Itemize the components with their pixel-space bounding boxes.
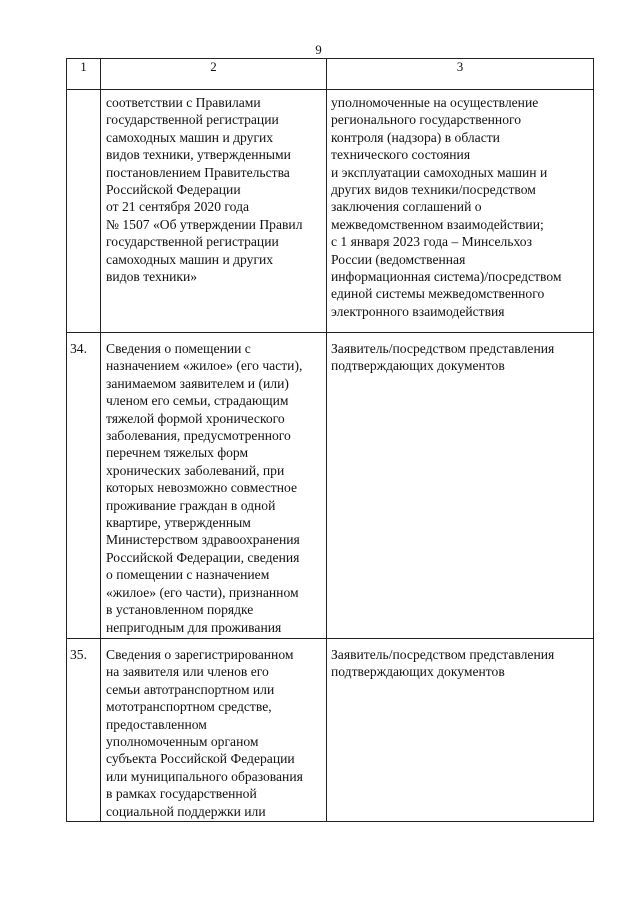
source-text: [327, 639, 593, 681]
text-line: информационная система)/посредством: [331, 269, 562, 285]
text-line: заболевания, предусмотренного: [106, 428, 291, 444]
table-row: [67, 639, 594, 822]
text-line: Сведения о помещении с: [106, 341, 251, 356]
text-line: проживание граждан в одной: [106, 497, 276, 513]
source-text: [327, 90, 593, 320]
text-line: хронических заболеваний, при: [106, 462, 285, 478]
row-number: 35.: [70, 647, 87, 662]
text-line: других видов техники/посредством: [331, 182, 536, 198]
row-number-cell: [67, 639, 101, 822]
document-table: [66, 58, 594, 822]
information-text: [101, 90, 326, 285]
source-text: [327, 333, 593, 375]
row-number-cell: [67, 90, 101, 333]
text-line: непригодным для проживания: [106, 619, 282, 635]
text-line: которых невозможно совместное: [106, 480, 297, 496]
table-header-row: [67, 59, 594, 90]
information-cell: [101, 639, 327, 822]
text-line: социальной поддержки или: [106, 803, 266, 819]
text-line: Заявитель/посредством представления: [331, 341, 555, 356]
text-line: самоходных машин и других: [106, 251, 274, 267]
text-line: мототранспортном средстве,: [106, 699, 272, 715]
text-line: технического состояния: [331, 147, 471, 163]
text-line: заключения соглашений о: [331, 199, 482, 215]
text-line: Российской Федерации: [106, 182, 241, 198]
text-line: № 1507 «Об утверждении Правил: [106, 216, 303, 232]
header-col-2: 2: [101, 59, 327, 90]
text-line: Сведения о зарегистрированном: [106, 647, 294, 662]
source-cell: [327, 90, 594, 333]
text-line: подтверждающих документов: [331, 664, 505, 680]
text-line: России (ведомственная: [331, 251, 466, 267]
text-line: и эксплуатации самоходных машин и: [331, 164, 548, 180]
text-line: видов техники, утвержденными: [106, 147, 291, 163]
row-number-cell: [67, 333, 101, 639]
text-line: электронного взаимодействия: [331, 303, 505, 319]
text-line: соответствии с Правилами: [106, 95, 261, 110]
row-number: 34.: [70, 341, 87, 356]
source-cell: [327, 639, 594, 822]
page-number: 9: [315, 42, 322, 57]
text-line: в установленном порядке: [106, 602, 254, 618]
text-line: перечнем тяжелых форм: [106, 445, 249, 461]
text-line: с 1 января 2023 года – Минсельхоз: [331, 234, 532, 250]
information-text: [101, 639, 326, 820]
text-line: членом его семьи, страдающим: [106, 393, 289, 409]
text-line: Заявитель/посредством представления: [331, 647, 555, 662]
row-number: [67, 90, 100, 94]
header-col-3: 3: [327, 59, 594, 90]
information-text: [101, 333, 326, 636]
information-cell: [101, 333, 327, 639]
text-line: подтверждающих документов: [331, 358, 505, 374]
text-line: в рамках государственной: [106, 786, 257, 802]
text-line: единой системы межведомственного: [331, 286, 545, 302]
text-line: государственной регистрации: [106, 112, 279, 128]
text-line: контроля (надзора) в области: [331, 129, 500, 145]
text-line: уполномоченные на осуществление: [331, 95, 539, 110]
text-line: о помещении с назначением: [106, 567, 270, 583]
text-line: занимаемом заявителем и (или): [106, 375, 289, 391]
table-row: [67, 90, 594, 333]
text-line: самоходных машин и других: [106, 129, 274, 145]
text-line: назначением «жилое» (его части),: [106, 358, 303, 374]
text-line: межведомственном взаимодействии;: [331, 216, 544, 232]
text-line: регионального государственного: [331, 112, 522, 128]
text-line: Российской Федерации, сведения: [106, 549, 300, 565]
text-line: тяжелой формой хронического: [106, 410, 285, 426]
text-line: семьи автотранспортном или: [106, 681, 275, 697]
text-line: уполномоченным органом: [106, 734, 259, 750]
header-col-1: 1: [67, 59, 101, 90]
source-cell: [327, 333, 594, 639]
text-line: или муниципального образования: [106, 768, 303, 784]
text-line: субъекта Российской Федерации: [106, 751, 295, 767]
text-line: квартире, утвержденным: [106, 515, 251, 531]
text-line: государственной регистрации: [106, 234, 279, 250]
text-line: «жилое» (его части), признанном: [106, 584, 299, 600]
text-line: от 21 сентября 2020 года: [106, 199, 250, 215]
text-line: на заявителя или членов его: [106, 664, 269, 680]
text-line: видов техники»: [106, 269, 198, 285]
text-line: постановлением Правительства: [106, 164, 290, 180]
text-line: Министерством здравоохранения: [106, 532, 300, 548]
table-row: [67, 333, 594, 639]
text-line: предоставленном: [106, 716, 207, 732]
information-cell: [101, 90, 327, 333]
